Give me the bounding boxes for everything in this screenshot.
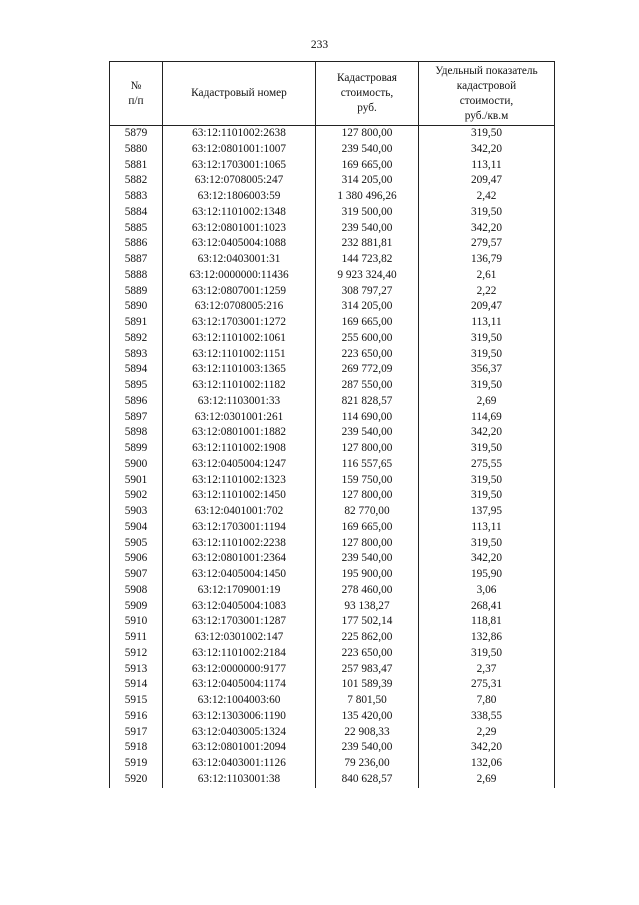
specific-cost-cell: 2,37 bbox=[419, 662, 555, 678]
table-row bbox=[110, 425, 555, 441]
row-number-cell: 5901 bbox=[110, 473, 163, 489]
table-row bbox=[110, 693, 555, 709]
table-row bbox=[110, 268, 555, 284]
cadastral-cost-cell: 239 540,00 bbox=[316, 740, 419, 756]
specific-cost-cell: 319,50 bbox=[419, 473, 555, 489]
cadastral-number-cell: 63:12:0708005:216 bbox=[163, 299, 316, 315]
row-number-cell: 5916 bbox=[110, 709, 163, 725]
table-body bbox=[110, 126, 555, 788]
cadastral-cost-cell: 177 502,14 bbox=[316, 614, 419, 630]
cadastral-number-cell: 63:12:1103001:33 bbox=[163, 394, 316, 410]
cadastral-cost-cell: 225 862,00 bbox=[316, 630, 419, 646]
cadastral-number-cell: 63:12:1101002:1450 bbox=[163, 488, 316, 504]
table-row bbox=[110, 299, 555, 315]
specific-cost-cell: 342,20 bbox=[419, 740, 555, 756]
cadastral-number-cell: 63:12:1703001:1272 bbox=[163, 315, 316, 331]
specific-cost-cell: 319,50 bbox=[419, 441, 555, 457]
row-number-cell: 5909 bbox=[110, 599, 163, 615]
table-row bbox=[110, 551, 555, 567]
page-number: 233 bbox=[310, 39, 329, 51]
header-cadastral-cost bbox=[316, 62, 419, 126]
specific-cost-cell: 319,50 bbox=[419, 536, 555, 552]
table-row bbox=[110, 646, 555, 662]
cadastral-cost-cell: 9 923 324,40 bbox=[316, 268, 419, 284]
row-number-cell: 5884 bbox=[110, 205, 163, 221]
cadastral-number-cell: 63:12:1103001:38 bbox=[163, 772, 316, 788]
cadastral-cost-cell: 127 800,00 bbox=[316, 441, 419, 457]
table-row bbox=[110, 772, 555, 788]
cadastral-number-cell: 63:12:1806003:59 bbox=[163, 189, 316, 205]
specific-cost-cell: 136,79 bbox=[419, 252, 555, 268]
cadastral-cost-cell: 169 665,00 bbox=[316, 520, 419, 536]
cadastral-cost-cell: 239 540,00 bbox=[316, 142, 419, 158]
specific-cost-cell: 113,11 bbox=[419, 520, 555, 536]
cadastral-number-cell: 63:12:1101002:1182 bbox=[163, 378, 316, 394]
specific-cost-cell: 7,80 bbox=[419, 693, 555, 709]
specific-cost-cell: 2,29 bbox=[419, 725, 555, 741]
cadastral-cost-cell: 223 650,00 bbox=[316, 646, 419, 662]
cadastral-cost-cell: 269 772,09 bbox=[316, 362, 419, 378]
table-row bbox=[110, 488, 555, 504]
header-num-line2: п/п bbox=[128, 94, 144, 107]
cadastral-number-cell: 63:12:0405004:1088 bbox=[163, 236, 316, 252]
cadastral-number-cell: 63:12:1101002:1151 bbox=[163, 347, 316, 363]
specific-cost-cell: 2,69 bbox=[419, 394, 555, 410]
cadastral-number-cell: 63:12:0301001:261 bbox=[163, 410, 316, 426]
cadastral-number-cell: 63:12:1101002:1323 bbox=[163, 473, 316, 489]
specific-cost-cell: 114,69 bbox=[419, 410, 555, 426]
table-row bbox=[110, 614, 555, 630]
table-row bbox=[110, 347, 555, 363]
row-number-cell: 5915 bbox=[110, 693, 163, 709]
row-number-cell: 5910 bbox=[110, 614, 163, 630]
table-row bbox=[110, 662, 555, 678]
table-row bbox=[110, 677, 555, 693]
cadastral-cost-cell: 319 500,00 bbox=[316, 205, 419, 221]
cadastral-number-cell: 63:12:1101003:1365 bbox=[163, 362, 316, 378]
header-num-line1: № bbox=[130, 79, 142, 92]
row-number-cell: 5881 bbox=[110, 158, 163, 174]
cadastral-cost-cell: 79 236,00 bbox=[316, 756, 419, 772]
table-row bbox=[110, 315, 555, 331]
table-row bbox=[110, 567, 555, 583]
specific-cost-cell: 3,06 bbox=[419, 583, 555, 599]
specific-cost-cell: 118,81 bbox=[419, 614, 555, 630]
row-number-cell: 5904 bbox=[110, 520, 163, 536]
table-row bbox=[110, 252, 555, 268]
cadastral-number-cell: 63:12:1101002:2238 bbox=[163, 536, 316, 552]
cadastral-number-cell: 63:12:0403005:1324 bbox=[163, 725, 316, 741]
row-number-cell: 5911 bbox=[110, 630, 163, 646]
cadastral-cost-cell: 821 828,57 bbox=[316, 394, 419, 410]
row-number-cell: 5899 bbox=[110, 441, 163, 457]
cadastral-cost-cell: 159 750,00 bbox=[316, 473, 419, 489]
specific-cost-cell: 2,69 bbox=[419, 772, 555, 788]
row-number-cell: 5898 bbox=[110, 425, 163, 441]
specific-cost-cell: 279,57 bbox=[419, 236, 555, 252]
table-row bbox=[110, 441, 555, 457]
cadastral-cost-cell: 255 600,00 bbox=[316, 331, 419, 347]
row-number-cell: 5902 bbox=[110, 488, 163, 504]
table-row bbox=[110, 709, 555, 725]
table-row bbox=[110, 378, 555, 394]
table-header bbox=[110, 62, 555, 126]
table-row bbox=[110, 473, 555, 489]
row-number-cell: 5880 bbox=[110, 142, 163, 158]
cadastral-cost-cell: 101 589,39 bbox=[316, 677, 419, 693]
cadastral-cost-cell: 93 138,27 bbox=[316, 599, 419, 615]
cadastral-table bbox=[109, 61, 555, 788]
cadastral-cost-cell: 232 881,81 bbox=[316, 236, 419, 252]
table-row bbox=[110, 142, 555, 158]
table-row bbox=[110, 126, 555, 142]
table-row bbox=[110, 158, 555, 174]
row-number-cell: 5917 bbox=[110, 725, 163, 741]
row-number-cell: 5891 bbox=[110, 315, 163, 331]
specific-cost-cell: 356,37 bbox=[419, 362, 555, 378]
cadastral-cost-cell: 223 650,00 bbox=[316, 347, 419, 363]
cadastral-cost-cell: 135 420,00 bbox=[316, 709, 419, 725]
cadastral-number-cell: 63:12:1101002:1061 bbox=[163, 331, 316, 347]
row-number-cell: 5918 bbox=[110, 740, 163, 756]
specific-cost-cell: 195,90 bbox=[419, 567, 555, 583]
cadastral-number-cell: 63:12:0801001:1023 bbox=[163, 221, 316, 237]
cadastral-cost-cell: 127 800,00 bbox=[316, 488, 419, 504]
cadastral-number-cell: 63:12:0801001:2094 bbox=[163, 740, 316, 756]
cadastral-number-cell: 63:12:1101002:2184 bbox=[163, 646, 316, 662]
specific-cost-cell: 319,50 bbox=[419, 488, 555, 504]
cadastral-cost-cell: 314 205,00 bbox=[316, 299, 419, 315]
row-number-cell: 5888 bbox=[110, 268, 163, 284]
cadastral-number-cell: 63:12:0405004:1083 bbox=[163, 599, 316, 615]
cadastral-cost-cell: 1 380 496,26 bbox=[316, 189, 419, 205]
cadastral-number-cell: 63:12:1709001:19 bbox=[163, 583, 316, 599]
table-row bbox=[110, 457, 555, 473]
header-ratio-line2: кадастровой bbox=[456, 79, 517, 92]
cadastral-number-cell: 63:12:1703001:1194 bbox=[163, 520, 316, 536]
cadastral-number-cell: 63:12:0801001:2364 bbox=[163, 551, 316, 567]
cadastral-cost-cell: 314 205,00 bbox=[316, 173, 419, 189]
cadastral-cost-cell: 127 800,00 bbox=[316, 536, 419, 552]
header-ratio-line1: Удельный показатель bbox=[435, 64, 538, 77]
row-number-cell: 5920 bbox=[110, 772, 163, 788]
table-row bbox=[110, 394, 555, 410]
cadastral-cost-cell: 278 460,00 bbox=[316, 583, 419, 599]
specific-cost-cell: 319,50 bbox=[419, 331, 555, 347]
header-row-number bbox=[110, 62, 163, 126]
row-number-cell: 5919 bbox=[110, 756, 163, 772]
cadastral-number-cell: 63:12:0807001:1259 bbox=[163, 284, 316, 300]
specific-cost-cell: 268,41 bbox=[419, 599, 555, 615]
row-number-cell: 5908 bbox=[110, 583, 163, 599]
cadastral-cost-cell: 144 723,82 bbox=[316, 252, 419, 268]
row-number-cell: 5892 bbox=[110, 331, 163, 347]
cadastral-cost-cell: 114 690,00 bbox=[316, 410, 419, 426]
cadastral-cost-cell: 127 800,00 bbox=[316, 126, 419, 142]
cadastral-cost-cell: 308 797,27 bbox=[316, 284, 419, 300]
cadastral-number-cell: 63:12:0801001:1007 bbox=[163, 142, 316, 158]
row-number-cell: 5907 bbox=[110, 567, 163, 583]
row-number-cell: 5895 bbox=[110, 378, 163, 394]
header-specific-cost bbox=[419, 62, 555, 126]
cadastral-cost-cell: 840 628,57 bbox=[316, 772, 419, 788]
table-row bbox=[110, 756, 555, 772]
table-row bbox=[110, 284, 555, 300]
cadastral-cost-cell: 287 550,00 bbox=[316, 378, 419, 394]
specific-cost-cell: 132,06 bbox=[419, 756, 555, 772]
specific-cost-cell: 319,50 bbox=[419, 378, 555, 394]
table-row bbox=[110, 173, 555, 189]
cadastral-number-cell: 63:12:0403001:31 bbox=[163, 252, 316, 268]
cadastral-number-cell: 63:12:0000000:11436 bbox=[163, 268, 316, 284]
row-number-cell: 5890 bbox=[110, 299, 163, 315]
row-number-cell: 5896 bbox=[110, 394, 163, 410]
row-number-cell: 5887 bbox=[110, 252, 163, 268]
row-number-cell: 5897 bbox=[110, 410, 163, 426]
cadastral-number-cell: 63:12:1101002:1908 bbox=[163, 441, 316, 457]
specific-cost-cell: 275,31 bbox=[419, 677, 555, 693]
table-row bbox=[110, 583, 555, 599]
row-number-cell: 5894 bbox=[110, 362, 163, 378]
header-cadastral-number-label: Кадастровый номер bbox=[191, 87, 287, 99]
table-row bbox=[110, 221, 555, 237]
row-number-cell: 5900 bbox=[110, 457, 163, 473]
table-row bbox=[110, 520, 555, 536]
cadastral-number-cell: 63:12:0405004:1450 bbox=[163, 567, 316, 583]
row-number-cell: 5883 bbox=[110, 189, 163, 205]
row-number-cell: 5889 bbox=[110, 284, 163, 300]
header-cost-line2: стоимость, bbox=[340, 87, 394, 99]
specific-cost-cell: 2,22 bbox=[419, 284, 555, 300]
specific-cost-cell: 319,50 bbox=[419, 646, 555, 662]
specific-cost-cell: 2,42 bbox=[419, 189, 555, 205]
specific-cost-cell: 342,20 bbox=[419, 425, 555, 441]
cadastral-number-cell: 63:12:1101002:1348 bbox=[163, 205, 316, 221]
cadastral-number-cell: 63:12:0401001:702 bbox=[163, 504, 316, 520]
header-cadastral-number bbox=[163, 62, 316, 126]
table-row bbox=[110, 599, 555, 615]
header-cost-line3: руб. bbox=[357, 102, 377, 114]
row-number-cell: 5879 bbox=[110, 126, 163, 142]
cadastral-number-cell: 63:12:1101002:2638 bbox=[163, 126, 316, 142]
cadastral-number-cell: 63:12:1303006:1190 bbox=[163, 709, 316, 725]
row-number-cell: 5885 bbox=[110, 221, 163, 237]
cadastral-cost-cell: 82 770,00 bbox=[316, 504, 419, 520]
row-number-cell: 5914 bbox=[110, 677, 163, 693]
specific-cost-cell: 342,20 bbox=[419, 221, 555, 237]
cadastral-number-cell: 63:12:0405004:1247 bbox=[163, 457, 316, 473]
cadastral-number-cell: 63:12:1703001:1287 bbox=[163, 614, 316, 630]
cadastral-cost-cell: 257 983,47 bbox=[316, 662, 419, 678]
table-row bbox=[110, 740, 555, 756]
table-row bbox=[110, 205, 555, 221]
specific-cost-cell: 2,61 bbox=[419, 268, 555, 284]
table-row bbox=[110, 410, 555, 426]
specific-cost-cell: 113,11 bbox=[419, 315, 555, 331]
cadastral-cost-cell: 239 540,00 bbox=[316, 425, 419, 441]
header-cost-line1: Кадастровая bbox=[337, 72, 397, 84]
specific-cost-cell: 137,95 bbox=[419, 504, 555, 520]
row-number-cell: 5906 bbox=[110, 551, 163, 567]
row-number-cell: 5905 bbox=[110, 536, 163, 552]
cadastral-cost-cell: 169 665,00 bbox=[316, 158, 419, 174]
table-row bbox=[110, 725, 555, 741]
row-number-cell: 5903 bbox=[110, 504, 163, 520]
cadastral-cost-cell: 22 908,33 bbox=[316, 725, 419, 741]
cadastral-cost-cell: 7 801,50 bbox=[316, 693, 419, 709]
specific-cost-cell: 338,55 bbox=[419, 709, 555, 725]
specific-cost-cell: 113,11 bbox=[419, 158, 555, 174]
table-row bbox=[110, 630, 555, 646]
row-number-cell: 5893 bbox=[110, 347, 163, 363]
row-number-cell: 5886 bbox=[110, 236, 163, 252]
cadastral-number-cell: 63:12:1703001:1065 bbox=[163, 158, 316, 174]
table-row bbox=[110, 331, 555, 347]
cadastral-number-cell: 63:12:0403001:1126 bbox=[163, 756, 316, 772]
specific-cost-cell: 209,47 bbox=[419, 173, 555, 189]
cadastral-number-cell: 63:12:0801001:1882 bbox=[163, 425, 316, 441]
header-ratio-line3: стоимости, bbox=[459, 94, 514, 107]
specific-cost-cell: 319,50 bbox=[419, 126, 555, 142]
table-row bbox=[110, 362, 555, 378]
cadastral-number-cell: 63:12:0405004:1174 bbox=[163, 677, 316, 693]
specific-cost-cell: 342,20 bbox=[419, 142, 555, 158]
cadastral-cost-cell: 169 665,00 bbox=[316, 315, 419, 331]
cadastral-cost-cell: 239 540,00 bbox=[316, 551, 419, 567]
cadastral-cost-cell: 239 540,00 bbox=[316, 221, 419, 237]
cadastral-cost-cell: 195 900,00 bbox=[316, 567, 419, 583]
cadastral-number-cell: 63:12:0000000:9177 bbox=[163, 662, 316, 678]
table-row bbox=[110, 536, 555, 552]
row-number-cell: 5913 bbox=[110, 662, 163, 678]
table-row bbox=[110, 236, 555, 252]
cadastral-number-cell: 63:12:1004003:60 bbox=[163, 693, 316, 709]
cadastral-number-cell: 63:12:0708005:247 bbox=[163, 173, 316, 189]
table-row bbox=[110, 189, 555, 205]
row-number-cell: 5882 bbox=[110, 173, 163, 189]
table-row bbox=[110, 504, 555, 520]
specific-cost-cell: 132,86 bbox=[419, 630, 555, 646]
specific-cost-cell: 342,20 bbox=[419, 551, 555, 567]
cadastral-cost-cell: 116 557,65 bbox=[316, 457, 419, 473]
specific-cost-cell: 319,50 bbox=[419, 347, 555, 363]
header-ratio-line4: руб./кв.м bbox=[464, 109, 509, 122]
cadastral-number-cell: 63:12:0301002:147 bbox=[163, 630, 316, 646]
specific-cost-cell: 319,50 bbox=[419, 205, 555, 221]
specific-cost-cell: 209,47 bbox=[419, 299, 555, 315]
row-number-cell: 5912 bbox=[110, 646, 163, 662]
specific-cost-cell: 275,55 bbox=[419, 457, 555, 473]
